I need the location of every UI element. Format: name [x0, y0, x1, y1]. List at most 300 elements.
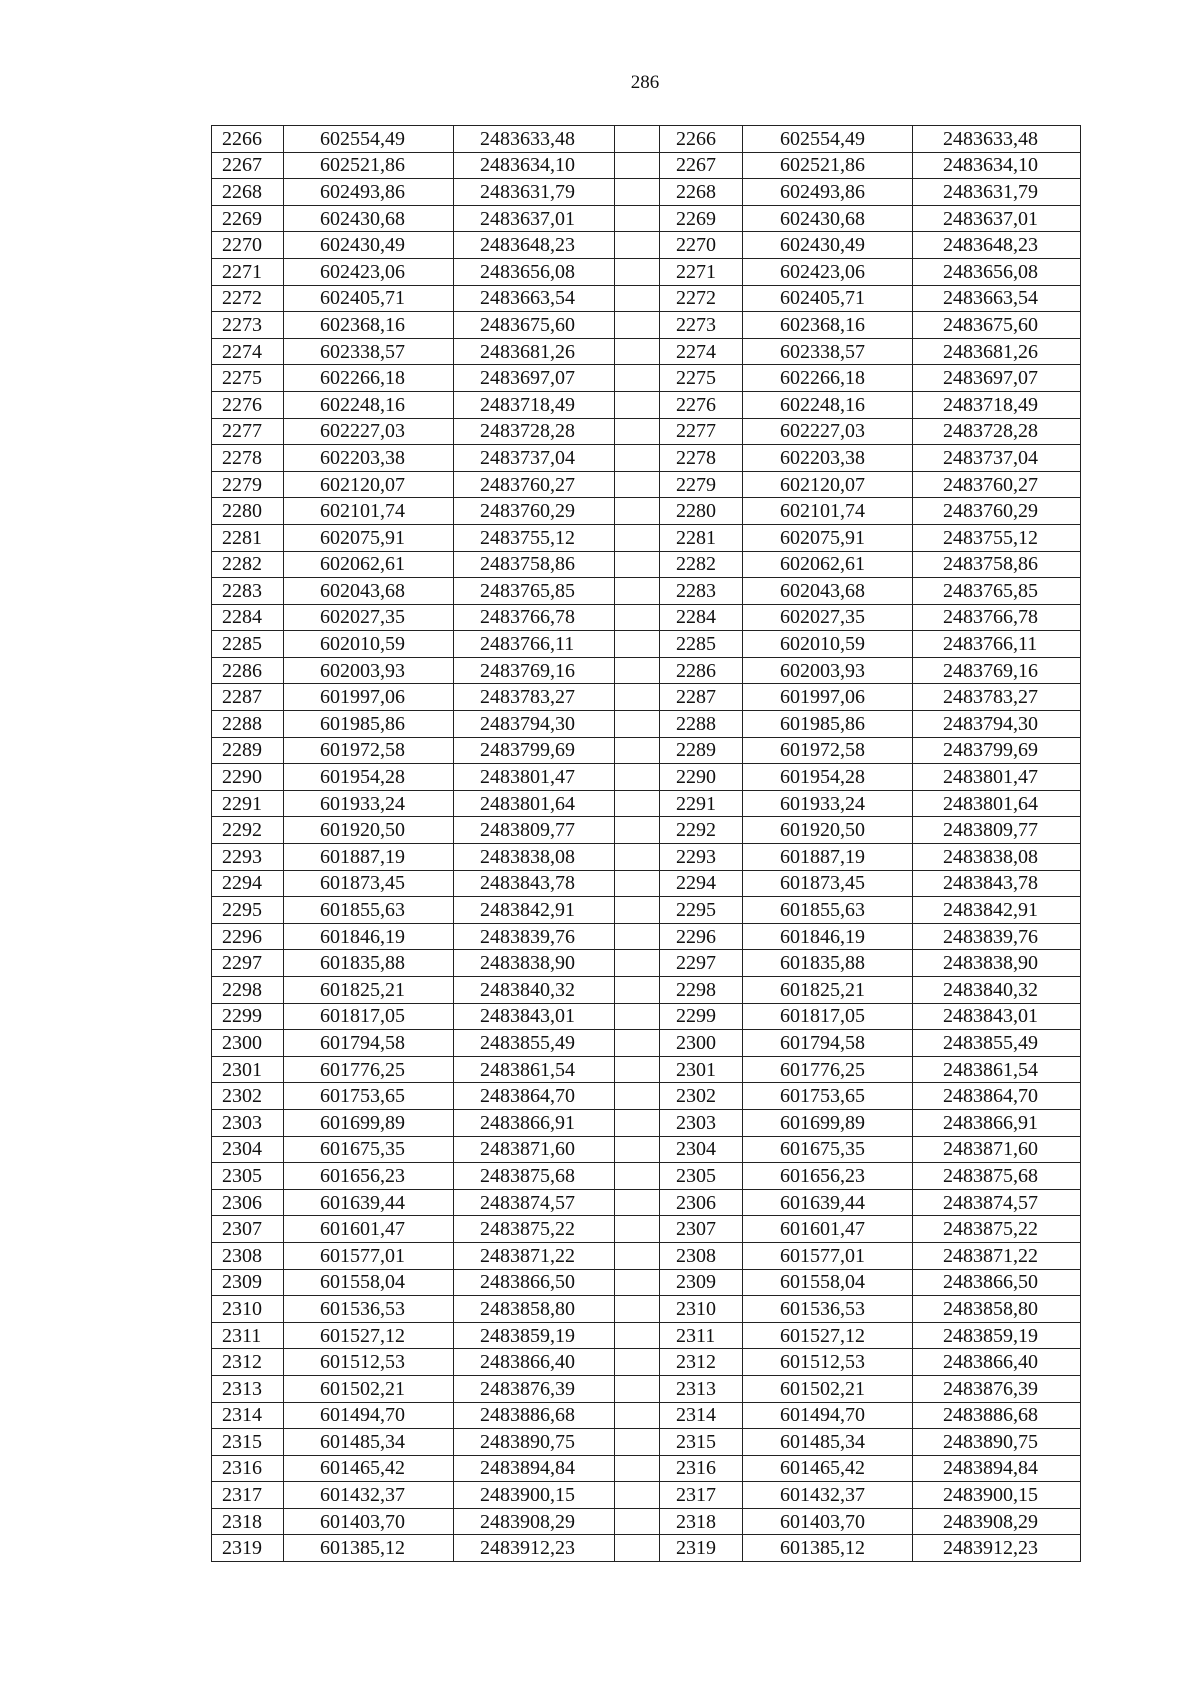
x-coordinate-cell: 602227,03 — [743, 418, 913, 445]
x-coordinate-cell: 601835,88 — [284, 950, 454, 977]
y-coordinate-cell: 2483874,57 — [454, 1189, 615, 1216]
y-coordinate-cell: 2483765,85 — [913, 578, 1081, 605]
point-number-cell: 2315 — [212, 1429, 284, 1456]
separator-cell — [615, 790, 660, 817]
point-number-cell: 2304 — [660, 1136, 743, 1163]
x-coordinate-cell: 602493,86 — [284, 179, 454, 206]
y-coordinate-cell: 2483801,64 — [454, 790, 615, 817]
y-coordinate-cell: 2483794,30 — [913, 711, 1081, 738]
y-coordinate-cell: 2483631,79 — [454, 179, 615, 206]
y-coordinate-cell: 2483843,01 — [454, 1003, 615, 1030]
point-number-cell: 2296 — [212, 923, 284, 950]
y-coordinate-cell: 2483758,86 — [454, 551, 615, 578]
y-coordinate-cell: 2483842,91 — [913, 897, 1081, 924]
x-coordinate-cell: 601954,28 — [284, 764, 454, 791]
y-coordinate-cell: 2483843,78 — [454, 870, 615, 897]
table-row — [212, 684, 1081, 711]
separator-cell — [615, 844, 660, 871]
x-coordinate-cell: 602003,93 — [284, 657, 454, 684]
x-coordinate-cell: 602203,38 — [284, 445, 454, 472]
separator-cell — [615, 1083, 660, 1110]
point-number-cell: 2310 — [660, 1296, 743, 1323]
x-coordinate-cell: 602521,86 — [284, 152, 454, 179]
x-coordinate-cell: 601846,19 — [284, 923, 454, 950]
point-number-cell: 2316 — [212, 1455, 284, 1482]
point-number-cell: 2273 — [212, 312, 284, 339]
y-coordinate-cell: 2483894,84 — [913, 1455, 1081, 1482]
separator-cell — [615, 1109, 660, 1136]
y-coordinate-cell: 2483908,29 — [913, 1508, 1081, 1535]
point-number-cell: 2273 — [660, 312, 743, 339]
table-row — [212, 1402, 1081, 1429]
x-coordinate-cell: 601465,42 — [284, 1455, 454, 1482]
y-coordinate-cell: 2483637,01 — [454, 205, 615, 232]
point-number-cell: 2288 — [660, 711, 743, 738]
y-coordinate-cell: 2483697,07 — [913, 365, 1081, 392]
table-row — [212, 1003, 1081, 1030]
point-number-cell: 2311 — [212, 1322, 284, 1349]
separator-cell — [615, 418, 660, 445]
x-coordinate-cell: 601699,89 — [284, 1109, 454, 1136]
point-number-cell: 2275 — [660, 365, 743, 392]
separator-cell — [615, 1242, 660, 1269]
point-number-cell: 2314 — [660, 1402, 743, 1429]
x-coordinate-cell: 601887,19 — [743, 844, 913, 871]
table-row — [212, 205, 1081, 232]
x-coordinate-cell: 601385,12 — [743, 1535, 913, 1562]
table-row — [212, 1030, 1081, 1057]
x-coordinate-cell: 601502,21 — [743, 1375, 913, 1402]
separator-cell — [615, 258, 660, 285]
point-number-cell: 2292 — [212, 817, 284, 844]
separator-cell — [615, 604, 660, 631]
point-number-cell: 2315 — [660, 1429, 743, 1456]
x-coordinate-cell: 601794,58 — [743, 1030, 913, 1057]
x-coordinate-cell: 602521,86 — [743, 152, 913, 179]
y-coordinate-cell: 2483886,68 — [913, 1402, 1081, 1429]
x-coordinate-cell: 601577,01 — [743, 1242, 913, 1269]
x-coordinate-cell: 602554,49 — [743, 126, 913, 153]
x-coordinate-cell: 602101,74 — [284, 498, 454, 525]
y-coordinate-cell: 2483858,80 — [913, 1296, 1081, 1323]
x-coordinate-cell: 602043,68 — [284, 578, 454, 605]
y-coordinate-cell: 2483728,28 — [913, 418, 1081, 445]
y-coordinate-cell: 2483859,19 — [913, 1322, 1081, 1349]
x-coordinate-cell: 602430,68 — [284, 205, 454, 232]
x-coordinate-cell: 602338,57 — [743, 338, 913, 365]
y-coordinate-cell: 2483755,12 — [454, 524, 615, 551]
page-number: 286 — [630, 72, 660, 93]
point-number-cell: 2274 — [212, 338, 284, 365]
point-number-cell: 2285 — [212, 631, 284, 658]
point-number-cell: 2298 — [212, 977, 284, 1004]
point-number-cell: 2280 — [212, 498, 284, 525]
y-coordinate-cell: 2483758,86 — [913, 551, 1081, 578]
separator-cell — [615, 1375, 660, 1402]
x-coordinate-cell: 601675,35 — [284, 1136, 454, 1163]
table-row — [212, 1482, 1081, 1509]
separator-cell — [615, 764, 660, 791]
x-coordinate-cell: 601873,45 — [284, 870, 454, 897]
separator-cell — [615, 1535, 660, 1562]
separator-cell — [615, 1322, 660, 1349]
point-number-cell: 2293 — [660, 844, 743, 871]
point-number-cell: 2300 — [212, 1030, 284, 1057]
y-coordinate-cell: 2483840,32 — [454, 977, 615, 1004]
y-coordinate-cell: 2483648,23 — [454, 232, 615, 259]
point-number-cell: 2295 — [660, 897, 743, 924]
y-coordinate-cell: 2483675,60 — [454, 312, 615, 339]
x-coordinate-cell: 602010,59 — [284, 631, 454, 658]
point-number-cell: 2308 — [212, 1242, 284, 1269]
y-coordinate-cell: 2483866,50 — [454, 1269, 615, 1296]
y-coordinate-cell: 2483875,22 — [913, 1216, 1081, 1243]
table-row — [212, 498, 1081, 525]
point-number-cell: 2307 — [212, 1216, 284, 1243]
separator-cell — [615, 1429, 660, 1456]
point-number-cell: 2299 — [212, 1003, 284, 1030]
x-coordinate-cell: 601494,70 — [743, 1402, 913, 1429]
x-coordinate-cell: 602203,38 — [743, 445, 913, 472]
separator-cell — [615, 950, 660, 977]
y-coordinate-cell: 2483631,79 — [913, 179, 1081, 206]
point-number-cell: 2304 — [212, 1136, 284, 1163]
y-coordinate-cell: 2483855,49 — [454, 1030, 615, 1057]
point-number-cell: 2286 — [660, 657, 743, 684]
x-coordinate-cell: 602493,86 — [743, 179, 913, 206]
x-coordinate-cell: 601825,21 — [743, 977, 913, 1004]
point-number-cell: 2301 — [212, 1056, 284, 1083]
table-row — [212, 232, 1081, 259]
separator-cell — [615, 1189, 660, 1216]
y-coordinate-cell: 2483894,84 — [454, 1455, 615, 1482]
y-coordinate-cell: 2483875,68 — [454, 1163, 615, 1190]
point-number-cell: 2317 — [212, 1482, 284, 1509]
x-coordinate-cell: 602430,68 — [743, 205, 913, 232]
separator-cell — [615, 1216, 660, 1243]
x-coordinate-cell: 602368,16 — [743, 312, 913, 339]
y-coordinate-cell: 2483737,04 — [913, 445, 1081, 472]
table-row — [212, 1216, 1081, 1243]
point-number-cell: 2276 — [212, 391, 284, 418]
table-row — [212, 737, 1081, 764]
point-number-cell: 2299 — [660, 1003, 743, 1030]
point-number-cell: 2296 — [660, 923, 743, 950]
point-number-cell: 2303 — [212, 1109, 284, 1136]
y-coordinate-cell: 2483799,69 — [913, 737, 1081, 764]
point-number-cell: 2312 — [212, 1349, 284, 1376]
x-coordinate-cell: 601639,44 — [284, 1189, 454, 1216]
x-coordinate-cell: 602010,59 — [743, 631, 913, 658]
y-coordinate-cell: 2483681,26 — [913, 338, 1081, 365]
y-coordinate-cell: 2483871,60 — [454, 1136, 615, 1163]
point-number-cell: 2269 — [212, 205, 284, 232]
table-row — [212, 923, 1081, 950]
point-number-cell: 2290 — [660, 764, 743, 791]
x-coordinate-cell: 602430,49 — [284, 232, 454, 259]
y-coordinate-cell: 2483900,15 — [454, 1482, 615, 1509]
table-row — [212, 391, 1081, 418]
y-coordinate-cell: 2483871,60 — [913, 1136, 1081, 1163]
y-coordinate-cell: 2483861,54 — [454, 1056, 615, 1083]
y-coordinate-cell: 2483908,29 — [454, 1508, 615, 1535]
point-number-cell: 2275 — [212, 365, 284, 392]
x-coordinate-cell: 601985,86 — [284, 711, 454, 738]
point-number-cell: 2271 — [660, 258, 743, 285]
y-coordinate-cell: 2483783,27 — [454, 684, 615, 711]
table-row — [212, 524, 1081, 551]
x-coordinate-cell: 601527,12 — [284, 1322, 454, 1349]
table-row — [212, 817, 1081, 844]
table-row — [212, 790, 1081, 817]
table-row — [212, 1429, 1081, 1456]
table-row — [212, 179, 1081, 206]
table-row — [212, 1296, 1081, 1323]
y-coordinate-cell: 2483799,69 — [454, 737, 615, 764]
x-coordinate-cell: 601403,70 — [743, 1508, 913, 1535]
y-coordinate-cell: 2483783,27 — [913, 684, 1081, 711]
point-number-cell: 2307 — [660, 1216, 743, 1243]
y-coordinate-cell: 2483718,49 — [454, 391, 615, 418]
table-row — [212, 551, 1081, 578]
y-coordinate-cell: 2483875,22 — [454, 1216, 615, 1243]
table-row — [212, 631, 1081, 658]
x-coordinate-cell: 601817,05 — [284, 1003, 454, 1030]
coordinates-table-body — [212, 126, 1081, 1562]
point-number-cell: 2277 — [212, 418, 284, 445]
separator-cell — [615, 498, 660, 525]
x-coordinate-cell: 601753,65 — [284, 1083, 454, 1110]
point-number-cell: 2270 — [212, 232, 284, 259]
x-coordinate-cell: 602120,07 — [284, 471, 454, 498]
x-coordinate-cell: 601601,47 — [743, 1216, 913, 1243]
separator-cell — [615, 817, 660, 844]
y-coordinate-cell: 2483886,68 — [454, 1402, 615, 1429]
table-row — [212, 126, 1081, 153]
separator-cell — [615, 1349, 660, 1376]
x-coordinate-cell: 601825,21 — [284, 977, 454, 1004]
x-coordinate-cell: 601699,89 — [743, 1109, 913, 1136]
point-number-cell: 2272 — [660, 285, 743, 312]
separator-cell — [615, 1296, 660, 1323]
x-coordinate-cell: 601512,53 — [743, 1349, 913, 1376]
y-coordinate-cell: 2483766,78 — [913, 604, 1081, 631]
x-coordinate-cell: 601997,06 — [743, 684, 913, 711]
x-coordinate-cell: 601536,53 — [743, 1296, 913, 1323]
separator-cell — [615, 232, 660, 259]
point-number-cell: 2319 — [212, 1535, 284, 1562]
point-number-cell: 2312 — [660, 1349, 743, 1376]
x-coordinate-cell: 602027,35 — [743, 604, 913, 631]
x-coordinate-cell: 601432,37 — [284, 1482, 454, 1509]
table-row — [212, 1083, 1081, 1110]
y-coordinate-cell: 2483681,26 — [454, 338, 615, 365]
table-row — [212, 1189, 1081, 1216]
y-coordinate-cell: 2483871,22 — [913, 1242, 1081, 1269]
x-coordinate-cell: 602120,07 — [743, 471, 913, 498]
x-coordinate-cell: 602075,91 — [284, 524, 454, 551]
y-coordinate-cell: 2483656,08 — [454, 258, 615, 285]
y-coordinate-cell: 2483766,11 — [913, 631, 1081, 658]
point-number-cell: 2294 — [660, 870, 743, 897]
point-number-cell: 2268 — [660, 179, 743, 206]
y-coordinate-cell: 2483876,39 — [913, 1375, 1081, 1402]
y-coordinate-cell: 2483866,91 — [913, 1109, 1081, 1136]
separator-cell — [615, 152, 660, 179]
table-row — [212, 1056, 1081, 1083]
y-coordinate-cell: 2483697,07 — [454, 365, 615, 392]
x-coordinate-cell: 601887,19 — [284, 844, 454, 871]
y-coordinate-cell: 2483801,47 — [454, 764, 615, 791]
y-coordinate-cell: 2483912,23 — [454, 1535, 615, 1562]
separator-cell — [615, 711, 660, 738]
x-coordinate-cell: 601656,23 — [743, 1163, 913, 1190]
point-number-cell: 2300 — [660, 1030, 743, 1057]
point-number-cell: 2303 — [660, 1109, 743, 1136]
separator-cell — [615, 1455, 660, 1482]
point-number-cell: 2293 — [212, 844, 284, 871]
separator-cell — [615, 445, 660, 472]
y-coordinate-cell: 2483718,49 — [913, 391, 1081, 418]
x-coordinate-cell: 601753,65 — [743, 1083, 913, 1110]
y-coordinate-cell: 2483864,70 — [454, 1083, 615, 1110]
separator-cell — [615, 1056, 660, 1083]
point-number-cell: 2313 — [212, 1375, 284, 1402]
x-coordinate-cell: 602027,35 — [284, 604, 454, 631]
x-coordinate-cell: 602423,06 — [743, 258, 913, 285]
point-number-cell: 2285 — [660, 631, 743, 658]
x-coordinate-cell: 602430,49 — [743, 232, 913, 259]
y-coordinate-cell: 2483637,01 — [913, 205, 1081, 232]
y-coordinate-cell: 2483634,10 — [913, 152, 1081, 179]
y-coordinate-cell: 2483755,12 — [913, 524, 1081, 551]
point-number-cell: 2298 — [660, 977, 743, 1004]
x-coordinate-cell: 601558,04 — [743, 1269, 913, 1296]
table-row — [212, 897, 1081, 924]
point-number-cell: 2283 — [660, 578, 743, 605]
x-coordinate-cell: 602003,93 — [743, 657, 913, 684]
point-number-cell: 2310 — [212, 1296, 284, 1323]
y-coordinate-cell: 2483838,08 — [454, 844, 615, 871]
separator-cell — [615, 312, 660, 339]
point-number-cell: 2311 — [660, 1322, 743, 1349]
point-number-cell: 2284 — [212, 604, 284, 631]
table-row — [212, 604, 1081, 631]
x-coordinate-cell: 601403,70 — [284, 1508, 454, 1535]
point-number-cell: 2279 — [212, 471, 284, 498]
table-row — [212, 1269, 1081, 1296]
x-coordinate-cell: 601817,05 — [743, 1003, 913, 1030]
separator-cell — [615, 205, 660, 232]
point-number-cell: 2297 — [660, 950, 743, 977]
table-row — [212, 152, 1081, 179]
y-coordinate-cell: 2483766,11 — [454, 631, 615, 658]
x-coordinate-cell: 601465,42 — [743, 1455, 913, 1482]
separator-cell — [615, 897, 660, 924]
y-coordinate-cell: 2483633,48 — [454, 126, 615, 153]
table-row — [212, 977, 1081, 1004]
point-number-cell: 2295 — [212, 897, 284, 924]
point-number-cell: 2268 — [212, 179, 284, 206]
point-number-cell: 2270 — [660, 232, 743, 259]
separator-cell — [615, 391, 660, 418]
x-coordinate-cell: 602227,03 — [284, 418, 454, 445]
y-coordinate-cell: 2483912,23 — [913, 1535, 1081, 1562]
table-row — [212, 1136, 1081, 1163]
x-coordinate-cell: 601954,28 — [743, 764, 913, 791]
y-coordinate-cell: 2483858,80 — [454, 1296, 615, 1323]
y-coordinate-cell: 2483675,60 — [913, 312, 1081, 339]
table-row — [212, 578, 1081, 605]
point-number-cell: 2288 — [212, 711, 284, 738]
y-coordinate-cell: 2483809,77 — [454, 817, 615, 844]
x-coordinate-cell: 601536,53 — [284, 1296, 454, 1323]
point-number-cell: 2290 — [212, 764, 284, 791]
point-number-cell: 2319 — [660, 1535, 743, 1562]
y-coordinate-cell: 2483838,08 — [913, 844, 1081, 871]
separator-cell — [615, 285, 660, 312]
table-row — [212, 1375, 1081, 1402]
y-coordinate-cell: 2483769,16 — [454, 657, 615, 684]
x-coordinate-cell: 601601,47 — [284, 1216, 454, 1243]
y-coordinate-cell: 2483838,90 — [913, 950, 1081, 977]
point-number-cell: 2302 — [660, 1083, 743, 1110]
x-coordinate-cell: 601494,70 — [284, 1402, 454, 1429]
x-coordinate-cell: 602266,18 — [743, 365, 913, 392]
table-row — [212, 950, 1081, 977]
point-number-cell: 2287 — [212, 684, 284, 711]
point-number-cell: 2306 — [212, 1189, 284, 1216]
point-number-cell: 2317 — [660, 1482, 743, 1509]
point-number-cell: 2266 — [660, 126, 743, 153]
y-coordinate-cell: 2483794,30 — [454, 711, 615, 738]
y-coordinate-cell: 2483633,48 — [913, 126, 1081, 153]
x-coordinate-cell: 601776,25 — [743, 1056, 913, 1083]
y-coordinate-cell: 2483900,15 — [913, 1482, 1081, 1509]
table-row — [212, 1508, 1081, 1535]
x-coordinate-cell: 601846,19 — [743, 923, 913, 950]
point-number-cell: 2297 — [212, 950, 284, 977]
y-coordinate-cell: 2483839,76 — [913, 923, 1081, 950]
x-coordinate-cell: 601639,44 — [743, 1189, 913, 1216]
x-coordinate-cell: 602405,71 — [743, 285, 913, 312]
point-number-cell: 2283 — [212, 578, 284, 605]
point-number-cell: 2302 — [212, 1083, 284, 1110]
y-coordinate-cell: 2483663,54 — [454, 285, 615, 312]
point-number-cell: 2277 — [660, 418, 743, 445]
x-coordinate-cell: 602043,68 — [743, 578, 913, 605]
x-coordinate-cell: 601675,35 — [743, 1136, 913, 1163]
separator-cell — [615, 578, 660, 605]
y-coordinate-cell: 2483801,64 — [913, 790, 1081, 817]
separator-cell — [615, 977, 660, 1004]
x-coordinate-cell: 601432,37 — [743, 1482, 913, 1509]
separator-cell — [615, 1508, 660, 1535]
point-number-cell: 2271 — [212, 258, 284, 285]
y-coordinate-cell: 2483648,23 — [913, 232, 1081, 259]
x-coordinate-cell: 601933,24 — [743, 790, 913, 817]
table-row — [212, 1109, 1081, 1136]
y-coordinate-cell: 2483861,54 — [913, 1056, 1081, 1083]
x-coordinate-cell: 602248,16 — [743, 391, 913, 418]
x-coordinate-cell: 601485,34 — [743, 1429, 913, 1456]
x-coordinate-cell: 601985,86 — [743, 711, 913, 738]
y-coordinate-cell: 2483737,04 — [454, 445, 615, 472]
point-number-cell: 2306 — [660, 1189, 743, 1216]
point-number-cell: 2266 — [212, 126, 284, 153]
x-coordinate-cell: 601997,06 — [284, 684, 454, 711]
table-row — [212, 844, 1081, 871]
